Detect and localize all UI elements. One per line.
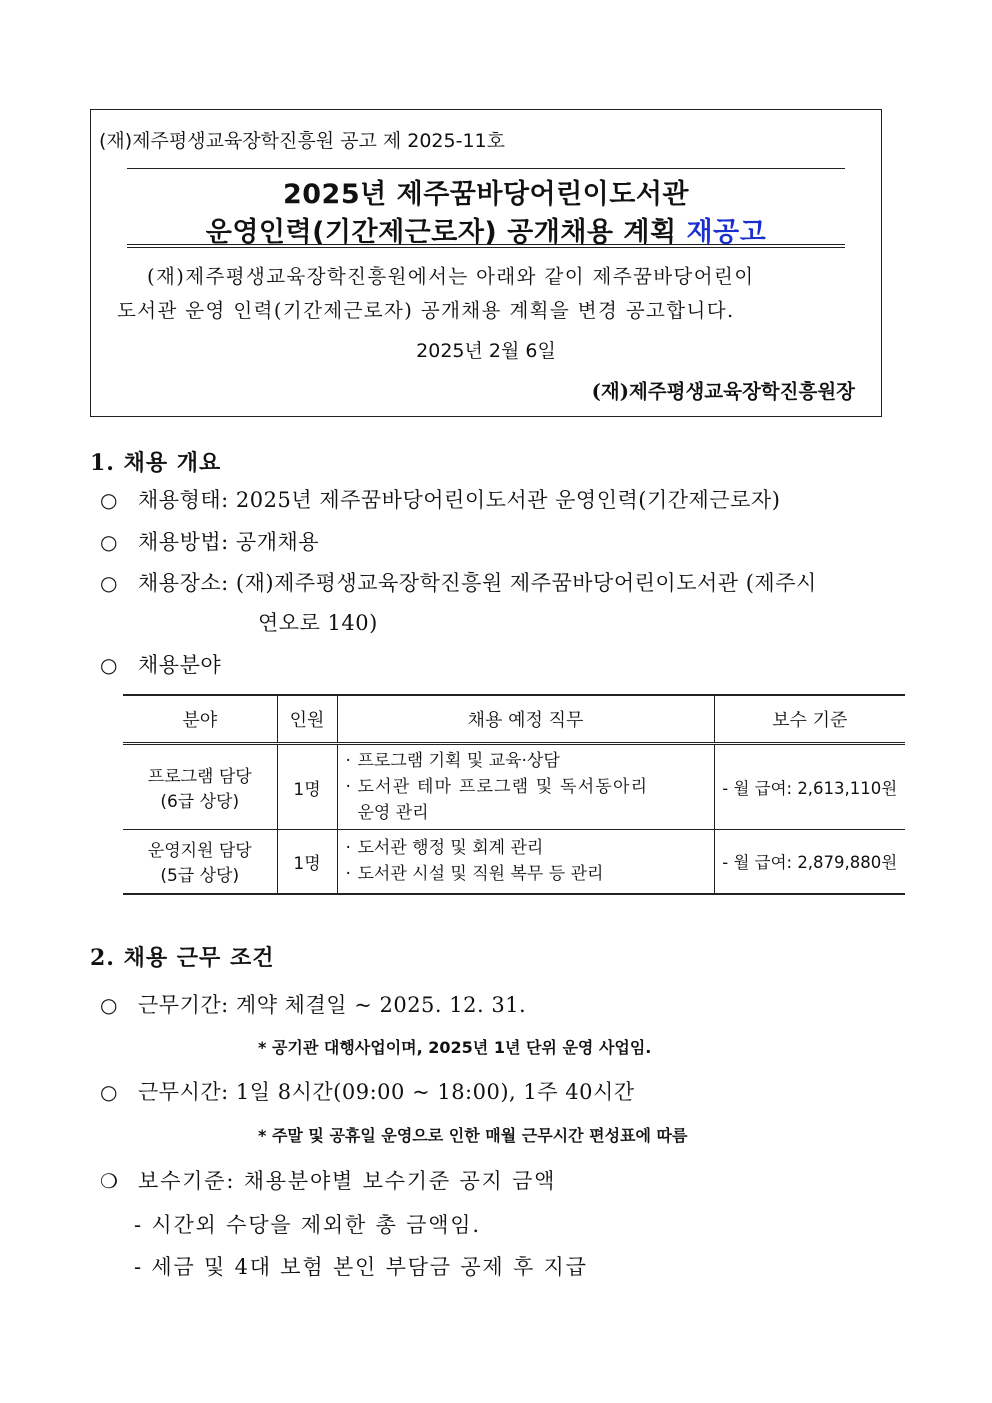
intro-line2: 도서관 운영 인력(기간제근로자) 공개채용 계획을 변경 공고합니다. <box>117 299 735 322</box>
item-label: 채용분야 <box>138 653 222 677</box>
table-row <box>123 830 905 894</box>
column-header: 분야 <box>123 695 277 744</box>
notice-number: (재)제주평생교육장학진흥원 공고 제 2025-11호 <box>99 130 505 152</box>
title-rule-top <box>127 168 845 169</box>
column-header: 보수 기준 <box>714 695 905 744</box>
circle-bullet-icon: ○ <box>100 653 118 677</box>
item-label: 채용장소: <box>138 571 229 595</box>
item-label: 보수기준: <box>138 1169 236 1193</box>
title-line1: 2025년 제주꿈바당어린이도서관 <box>282 179 690 210</box>
duty-cell <box>337 830 714 894</box>
circle-bullet-icon: ○ <box>100 530 118 554</box>
item-value: (재)제주평생교육장학진흥원 제주꿈바당어린이도서관 (제주시 <box>235 571 817 595</box>
duty-line <box>346 800 710 826</box>
notice-date: 2025년 2월 6일 <box>416 340 556 362</box>
item-label: 근무기간: <box>138 993 229 1017</box>
duty-text: 도서관 행정 및 회계 관리 <box>357 838 544 859</box>
hours-note: * 주말 및 공휴일 운영으로 인한 매월 근무시간 편성표에 따름 <box>258 1126 688 1145</box>
duty-text: 운영 관리 <box>357 803 429 823</box>
column-header: 채용 예정 직무 <box>337 695 714 744</box>
field-cell <box>123 744 277 830</box>
item-value: 계약 체결일 ~ 2025. 12. 31. <box>235 993 527 1017</box>
list-item <box>100 484 780 514</box>
duty-line: · 도서관 테마 프로그램 및 독서동아리 <box>345 777 649 797</box>
duty-text: 도서관 시설 및 직원 복무 등 관리 <box>357 864 604 885</box>
field-name: 프로그램 담당 <box>147 767 252 787</box>
circle-bullet-icon: ○ <box>100 488 118 512</box>
duty-line: · 프로그램 기획 및 교육·상담 <box>345 751 560 771</box>
intro-text <box>117 260 861 328</box>
column-header: 인원 <box>277 695 337 744</box>
duty-text: 도서관 테마 프로그램 및 독서동아리 <box>357 777 649 797</box>
field-cell <box>123 830 277 894</box>
section2-heading: 2. 채용 근무 조건 <box>90 945 275 971</box>
item-value-continued: 연오로 140) <box>258 611 378 635</box>
duty-line: · 도서관 시설 및 직원 복무 등 관리 <box>345 864 604 885</box>
shadowed-circle-bullet-icon: ❍ <box>100 1169 120 1193</box>
circle-bullet-icon: ○ <box>100 993 118 1017</box>
intro-line1: (재)제주평생교육장학진흥원에서는 아래와 같이 제주꿈바당어린이 <box>147 265 755 288</box>
list-item <box>100 567 817 597</box>
duty-cell <box>337 744 714 830</box>
item-label: 채용방법: <box>138 530 229 554</box>
title-line2-text: 운영인력(기간제근로자) 공개채용 계획 <box>205 217 677 248</box>
period-note: * 공기관 대행사업이며, 2025년 1년 단위 운영 사업임. <box>258 1038 652 1057</box>
table-header-row <box>123 695 905 744</box>
list-item <box>100 989 526 1019</box>
title-rule-bottom <box>127 244 845 248</box>
field-grade: (5급 상당) <box>160 866 240 887</box>
item-value: 1일 8시간(09:00 ~ 18:00), 1주 40시간 <box>235 1080 635 1104</box>
jobs-table <box>123 694 905 895</box>
title-accent: 재공고 <box>686 217 767 248</box>
field-name: 운영지원 담당 <box>147 841 252 862</box>
circle-bullet-icon: ○ <box>100 1080 118 1104</box>
table-row <box>123 744 905 830</box>
list-item <box>100 1076 635 1106</box>
item-value: 공개채용 <box>235 530 320 554</box>
notice-box <box>90 109 882 417</box>
item-label: 채용형태: <box>138 488 229 512</box>
pay-cell: - 월 급여: 2,613,110원 <box>714 744 905 830</box>
count-cell: 1명 <box>277 744 337 830</box>
list-item <box>100 1165 556 1195</box>
circle-bullet-icon: ○ <box>100 571 118 595</box>
pay-note: - 세금 및 4대 보험 본인 부담금 공제 후 지급 <box>134 1255 588 1279</box>
count-cell: 1명 <box>277 830 337 894</box>
item-value: 채용분야별 보수기준 공지 금액 <box>243 1169 557 1193</box>
pay-cell: - 월 급여: 2,879,880원 <box>714 830 905 894</box>
item-value: 2025년 제주꿈바당어린이도서관 운영인력(기간제근로자) <box>235 488 781 512</box>
list-item <box>100 649 221 679</box>
pay-note: - 시간외 수당을 제외한 총 금액임. <box>134 1213 481 1237</box>
item-label: 근무시간: <box>138 1080 229 1104</box>
notice-issuer: (재)제주평생교육장학진흥원장 <box>591 380 855 403</box>
list-item <box>100 526 319 556</box>
section1-heading: 1. 채용 개요 <box>90 450 222 476</box>
field-grade: (6급 상당) <box>160 792 240 812</box>
duty-line: · 도서관 행정 및 회계 관리 <box>345 838 544 859</box>
duty-text: 프로그램 기획 및 교육·상담 <box>357 751 560 771</box>
